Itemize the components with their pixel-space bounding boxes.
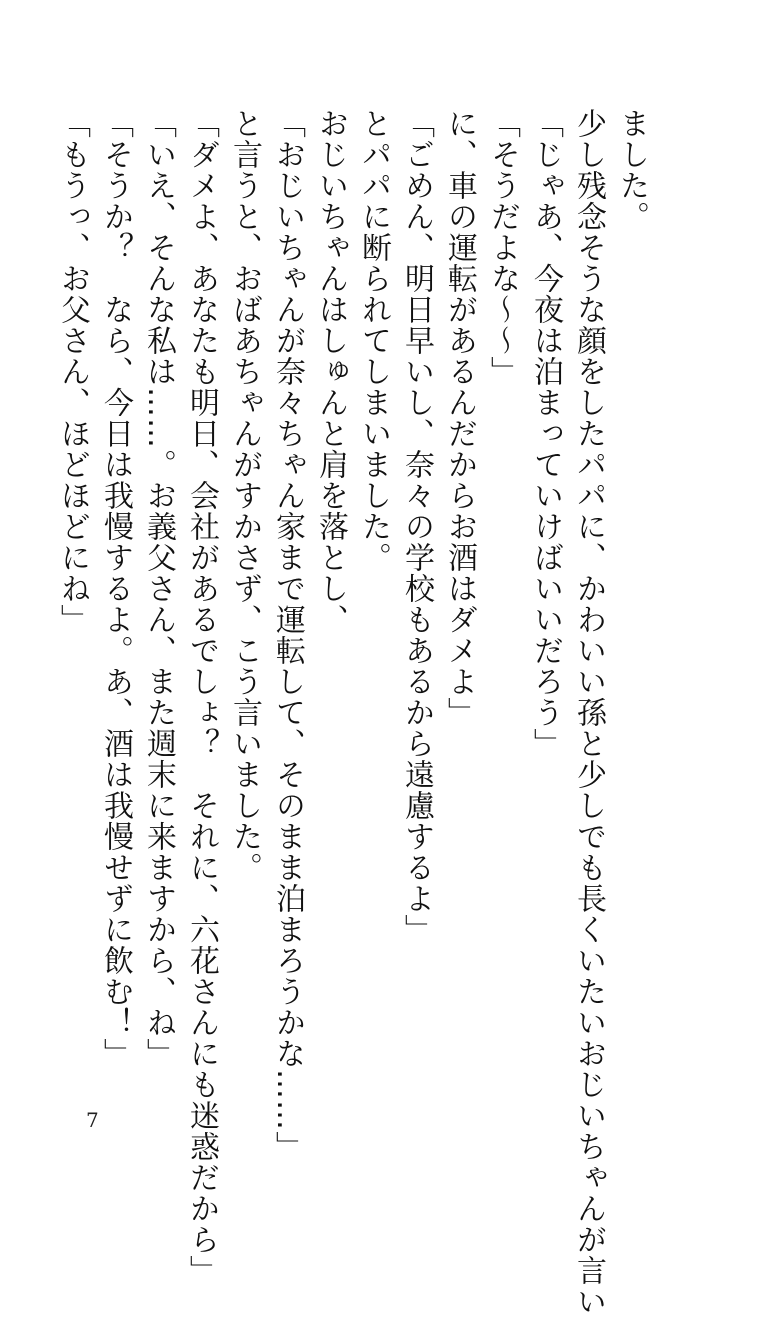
page-number: 7 <box>86 1108 99 1132</box>
text-column: 「いえ、そんな私は……。お義父さん、また週末に来ますから、ね」 <box>141 108 176 1069</box>
text-column: 「ダメよ、あなたも明日、会社があるでしょ？ それに、六花さんにも迷惑だから」 <box>184 108 219 1286</box>
text-column: 「じゃあ、今夜は泊まっていけばいいだろう」 <box>528 108 563 759</box>
text-column: 「ごめん、明日早いし、奈々の学校もあるから遠慮するよ」 <box>399 108 434 945</box>
text-column: おじいちゃんはしゅんと肩を落とし、 <box>313 108 348 635</box>
text-column: とパパに断られてしまいました。 <box>356 108 391 573</box>
text-column: ました。 <box>614 108 649 232</box>
text-column: 少し残念そうな顔をしたパパに、かわいい孫と少しでも長くいたいおじいちゃんが言い <box>571 108 606 1317</box>
text-column: 「もうっ、お父さん、ほどほどにね」 <box>55 108 90 635</box>
text-column: 「おじいちゃんが奈々ちゃん家まで運転して、そのまま泊まろうかな……」 <box>270 108 305 1162</box>
text-column: 「そうか？ なら、今日は我慢するよ。あ、酒は我慢せずに飲む！」 <box>98 108 133 1069</box>
text-column: と言うと、おばあちゃんがすかさず、こう言いました。 <box>227 108 262 883</box>
text-column: に、車の運転があるんだからお酒はダメよ」 <box>442 108 477 728</box>
vertical-text-body <box>51 108 653 1317</box>
text-column: 「そうだよな〜〜」 <box>485 108 520 387</box>
